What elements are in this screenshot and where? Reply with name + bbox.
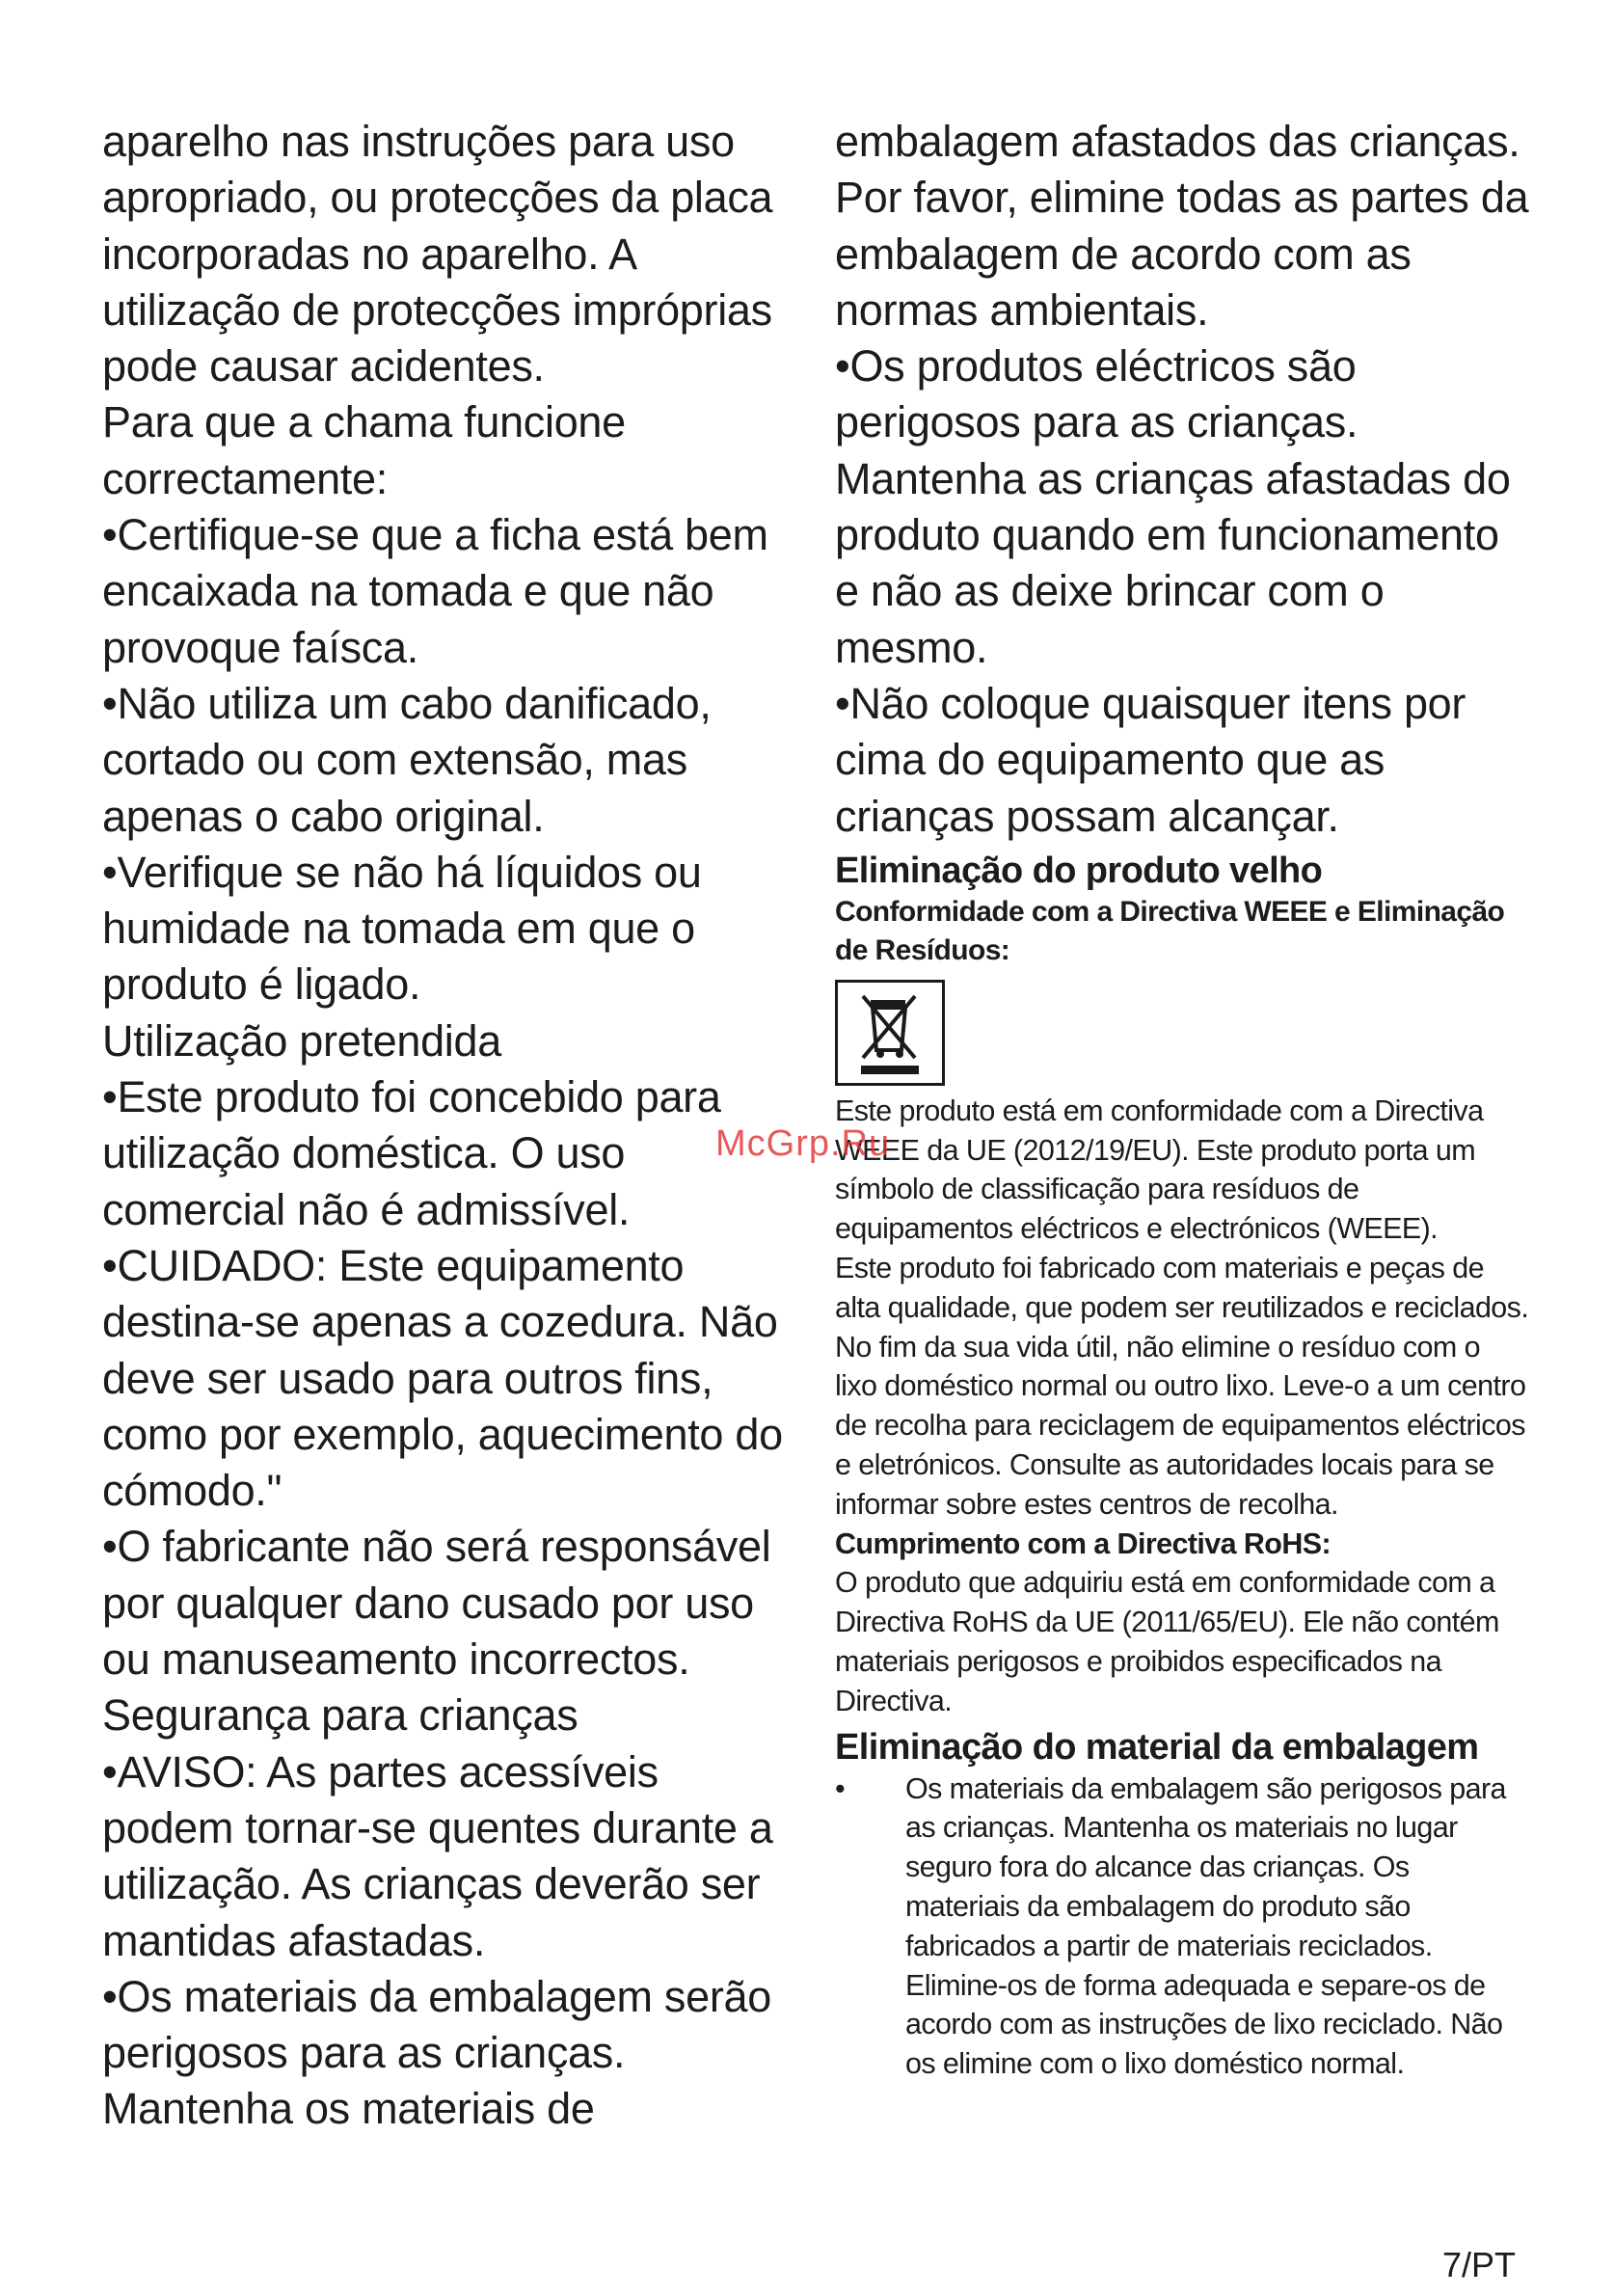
subheading-weee: Conformidade com a Directiva WEEE e Eliminação de Resíduos: <box>835 895 1505 966</box>
list-item: •Certifique-se que a ficha está bem encaixada na tomada e que não provoque faísca. <box>102 510 768 672</box>
list-item: •CUIDADO: Este equipamento destina-se apenas a cozedura. Não deve ser usado para outros fins, como por exemplo, aquecimento do cómodo." <box>102 1240 783 1516</box>
watermark: McGrp.Ru <box>715 1123 891 1164</box>
subheading-rohs: Cumprimento com a Directiva RoHS: <box>835 1526 1332 1560</box>
list-item: •Os materiais da embalagem serão perigosos para as crianças. Mantenha os materiais de <box>102 1971 771 2134</box>
page-number: 7/PT <box>1442 2245 1517 2284</box>
section-heading-packaging: Eliminação do material da embalagem <box>835 1726 1479 1768</box>
list-item: •O fabricante não será responsável por qualquer dano cusado por uso ou manuseamento incorrectos. <box>102 1522 771 1685</box>
list-item: •Não coloque quaisquer itens por cima do equipamento que as crianças possam alcançar. <box>835 678 1466 841</box>
list-item: •Verifique se não há líquidos ou humidade na tomada em que o produto é ligado. <box>102 847 702 1010</box>
weee-symbol <box>835 980 945 1086</box>
section-heading-child-safety: Segurança para crianças <box>102 1690 578 1741</box>
left-column <box>102 114 796 2138</box>
intro-paragraph: Para que a chama funcione correctamente: <box>102 397 626 503</box>
continued-paragraph: aparelho nas instruções para uso apropriado, ou protecções da placa incorporadas no aparelho. A utilização de protecções impróprias pode causar acidentes. <box>102 117 773 392</box>
list-item: •Este produto foi concebido para utilização doméstica. O uso comercial não é admissível. <box>102 1072 721 1234</box>
right-column <box>835 114 1529 2084</box>
list-item: • Os materiais da embalagem são perigosos para as crianças. Mantenha os materiais no lugar seguro fora do alcance das crianças. Os materiais da embalagem do produto são fabricados a partir de materiais reciclados. Elimine-os de forma adequada e separe-os de acordo com as instruções de lixo reciclado. Não os elimine com o lixo doméstico normal. <box>835 1771 1506 2081</box>
continued-paragraph: embalagem afastados das crianças. Por favor, elimine todas as partes da embalagem de acordo com as normas ambientais. <box>835 117 1529 335</box>
section-heading-disposal: Eliminação do produto velho <box>835 850 1323 891</box>
rohs-paragraph: O produto que adquiriu está em conformidade com a Directiva RoHS da UE (2011/65/EU). Ele não contém materiais perigosos e proibidos especificados na Directiva. <box>835 1566 1499 1717</box>
list-item: •Os produtos eléctricos são perigosos para as crianças. Mantenha as crianças afastadas do produto quando em funcionamento e não as deixe brincar com o mesmo. <box>835 341 1511 672</box>
list-item: •Não utiliza um cabo danificado, cortado ou com extensão, mas apenas o cabo original. <box>102 678 712 841</box>
section-heading-intended-use: Utilização pretendida <box>102 1015 501 1066</box>
list-item: •AVISO: As partes acessíveis podem tornar-se quentes durante a utilização. As crianças deverão ser mantidas afastadas. <box>102 1746 773 1965</box>
weee-paragraph: Este produto está em conformidade com a Directiva WEEE da UE (2012/19/EU). Este produto porta um símbolo de classificação para resíduos de equipamentos eléctricos e electrónicos (WEEE). <box>835 1094 1484 1246</box>
weee-paragraph: Este produto foi fabricado com materiais e peças de alta qualidade, que podem ser reutilizados e reciclados. No fim da sua vida útil, não elimine o resíduo com o lixo doméstico normal ou outro lixo. Leve-o a um centro de recolha para reciclagem de equipamentos eléctricos e eletrónicos. Consulte as autoridades locais para se informar sobre estes centros de recolha. <box>835 1252 1529 1521</box>
crossed-out-wheelie-bin-icon <box>851 990 928 1077</box>
